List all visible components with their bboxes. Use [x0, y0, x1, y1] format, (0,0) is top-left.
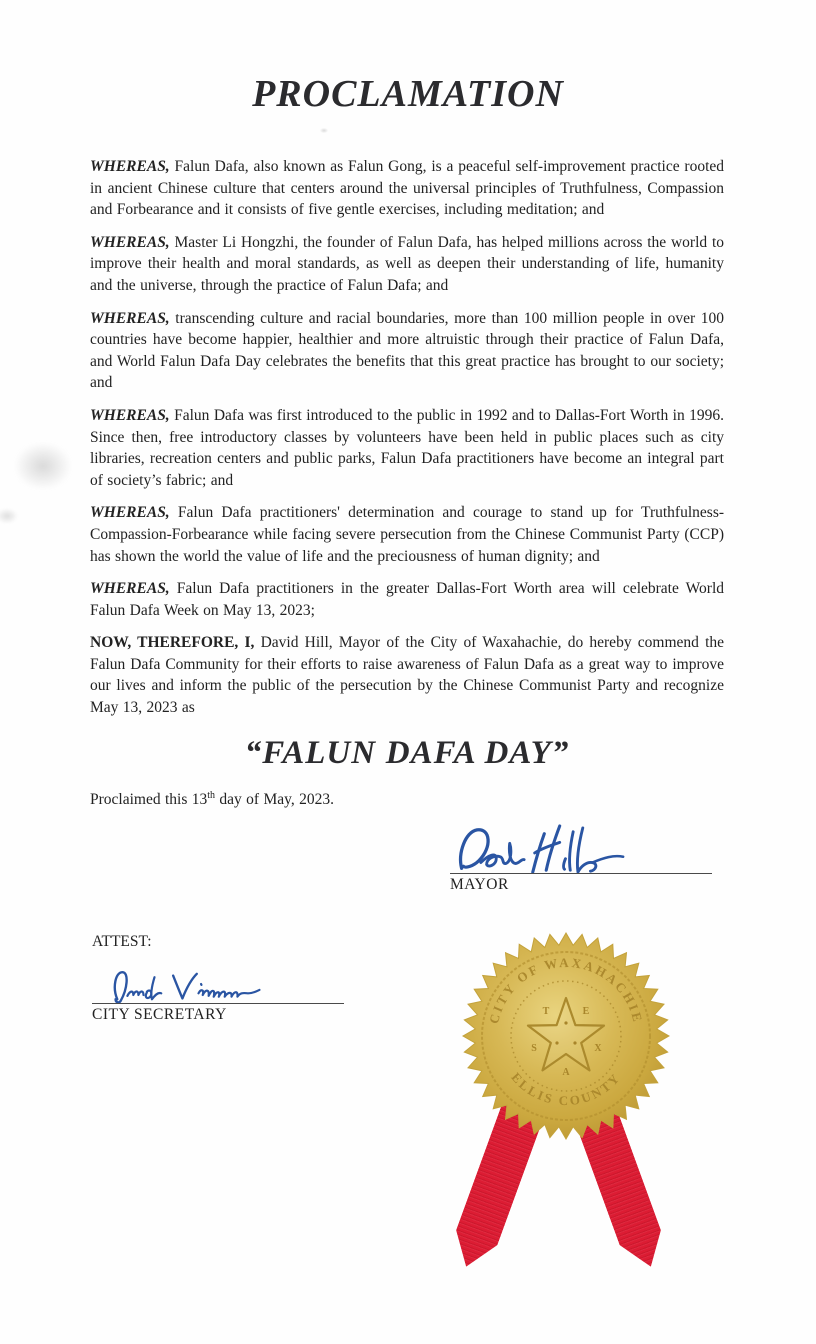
- paragraph-text: Falun Dafa practitioners in the greater Dallas-Fort Worth area will celebrate World Falun Dafa Week on May 13, 2023;: [90, 580, 724, 619]
- proclamation-heading: “FALUN DAFA DAY”: [244, 734, 570, 771]
- secretary-title-label: CITY SECRETARY: [92, 1006, 227, 1023]
- seal-letter: T: [542, 1006, 550, 1017]
- attest-label: ATTEST:: [92, 933, 152, 950]
- whereas-lead: WHEREAS,: [90, 233, 170, 251]
- mayor-title-label: MAYOR: [450, 876, 509, 893]
- whereas-lead: WHEREAS,: [90, 504, 170, 522]
- document-title: PROCLAMATION: [252, 73, 564, 115]
- scan-smudge: [14, 442, 72, 490]
- proclaimed-suffix: day of May, 2023.: [215, 790, 334, 808]
- whereas-paragraph: [90, 232, 724, 297]
- secretary-signature: [92, 962, 327, 1006]
- whereas-lead: WHEREAS,: [90, 158, 170, 175]
- whereas-paragraph: [90, 308, 724, 394]
- now-therefore-paragraph: [90, 632, 724, 718]
- paragraph-text: David Hill, Mayor of the City of Waxahachie, do hereby commend the Falun Dafa Community for their efforts to raise awareness of Falun Dafa as a great way to improve our lives and inform the public of the persecution by the Chinese Communist Party and recognize May 13, 2023 as: [90, 634, 725, 717]
- scan-smudge: [320, 128, 328, 133]
- seal-letter: A: [562, 1067, 570, 1078]
- signature-line: [450, 873, 712, 874]
- document-body: [90, 156, 724, 810]
- gold-seal: [460, 930, 672, 1142]
- whereas-lead: WHEREAS,: [90, 309, 170, 327]
- proclaimed-prefix: Proclaimed this 13: [90, 790, 208, 808]
- whereas-lead: WHEREAS,: [90, 406, 170, 424]
- proclaimed-date-line: [90, 789, 724, 811]
- paragraph-text: Falun Dafa was first introduced to the public in 1992 and to Dallas-Fort Worth in 1996. Since then, free introductory classes by volunteers have been held in public places such as city libraries, recreation centers and public parks, Falun Dafa practitioners have become an integral part of society’s fabric; and: [90, 406, 724, 489]
- scan-smudge: [0, 508, 18, 524]
- now-therefore-lead: NOW, THEREFORE, I,: [90, 634, 255, 652]
- whereas-paragraph: [90, 405, 724, 491]
- secretary-signature-block: [92, 962, 344, 1032]
- seal-letter: S: [531, 1043, 537, 1054]
- signature-line: [92, 1003, 344, 1004]
- whereas-lead: WHEREAS,: [90, 580, 170, 598]
- ordinal-suffix: th: [207, 789, 216, 801]
- paragraph-text: Falun Dafa practitioners' determination and courage to stand up for Truthfulness-Compassion-Forbearance while facing severe persecution from the Chinese Communist Party (CCP) has shown the world the value of life and the preciousness of human dignity; and: [90, 504, 725, 565]
- seal-top-text: CITY OF WAXAHACHIE: [486, 954, 646, 1026]
- mayor-signature-block: [450, 820, 712, 900]
- whereas-paragraph: [90, 502, 724, 567]
- paragraph-text: Falun Dafa, also known as Falun Gong, is a peaceful self-improvement practice rooted in ancient Chinese culture that centers around the universal principles of Truthfulness, Compassion and Forbearance and it consists of five gentle exercises, including meditation; and: [90, 158, 725, 219]
- seal-letter: X: [594, 1043, 602, 1054]
- paragraph-text: Master Li Hongzhi, the founder of Falun Dafa, has helped millions across the world to improve their health and moral standards, as well as deepen their understanding of life, humanity and the universe, through the practice of Falun Dafa; and: [90, 233, 725, 294]
- paragraph-text: transcending culture and racial boundaries, more than 100 million people in over 100 countries have become happier, healthier and more altruistic through their practice of Falun Dafa, and World Falun Dafa Day celebrates the benefits that this great practice has brought to our society; and: [90, 309, 724, 392]
- seal-bottom-text: ELLIS COUNTY: [508, 1069, 624, 1109]
- seal-letter: E: [582, 1006, 590, 1017]
- whereas-paragraph: [90, 156, 724, 221]
- city-seal-assembly: [440, 925, 680, 1295]
- whereas-paragraph: [90, 578, 724, 621]
